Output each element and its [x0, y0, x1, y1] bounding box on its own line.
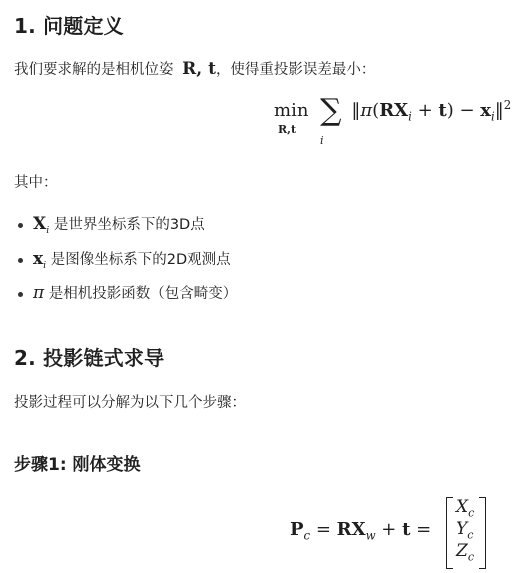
list-item: π 是相机投影函数（包含畸变） — [33, 283, 238, 303]
section2-intro: 投影过程可以分解为以下几个步骤： — [14, 395, 246, 411]
list-item: $X_i$ 是世界坐标系下的3D点 — [33, 214, 205, 236]
bullet-dot — [18, 292, 23, 297]
min-subscript: R,t — [278, 123, 297, 136]
reprojection-equation: min ∑ $‖\pi(RX_i + t)$ − $x_i‖^2$ — [274, 93, 512, 128]
matrix-entry: $Z_c$ — [456, 541, 474, 564]
min-operator: min — [274, 100, 309, 121]
bullet-dot — [18, 258, 23, 263]
section1-intro — [14, 58, 375, 79]
step1-heading: 步骤1: 刚体变换 — [14, 455, 141, 475]
list-item: $x_i$ 是图像坐标系下的2D观测点 — [33, 249, 231, 271]
rigid-transform-equation: $P_c = RX_w + t$ = — [290, 519, 432, 543]
sum-subscript: i — [320, 134, 324, 147]
norm-power: 2 — [503, 98, 512, 112]
bullet-dot — [18, 223, 23, 228]
pose-vars: R, t — [182, 59, 216, 79]
matrix-entry: $X_c$ — [456, 497, 475, 520]
section2-heading: 2. 投影链式求导 — [14, 346, 165, 370]
section1-intro-tail: ，使得重投影误差最小： — [215, 62, 376, 78]
matrix-entry: $Y_c$ — [456, 519, 474, 542]
section1-heading: 1. 问题定义 — [14, 14, 124, 38]
where-label: 其中： — [14, 175, 58, 191]
section1-intro-text: 我们要求解的是相机位姿 — [14, 62, 174, 78]
camera-point-matrix — [446, 497, 486, 567]
sum-symbol: ∑ — [320, 93, 342, 128]
